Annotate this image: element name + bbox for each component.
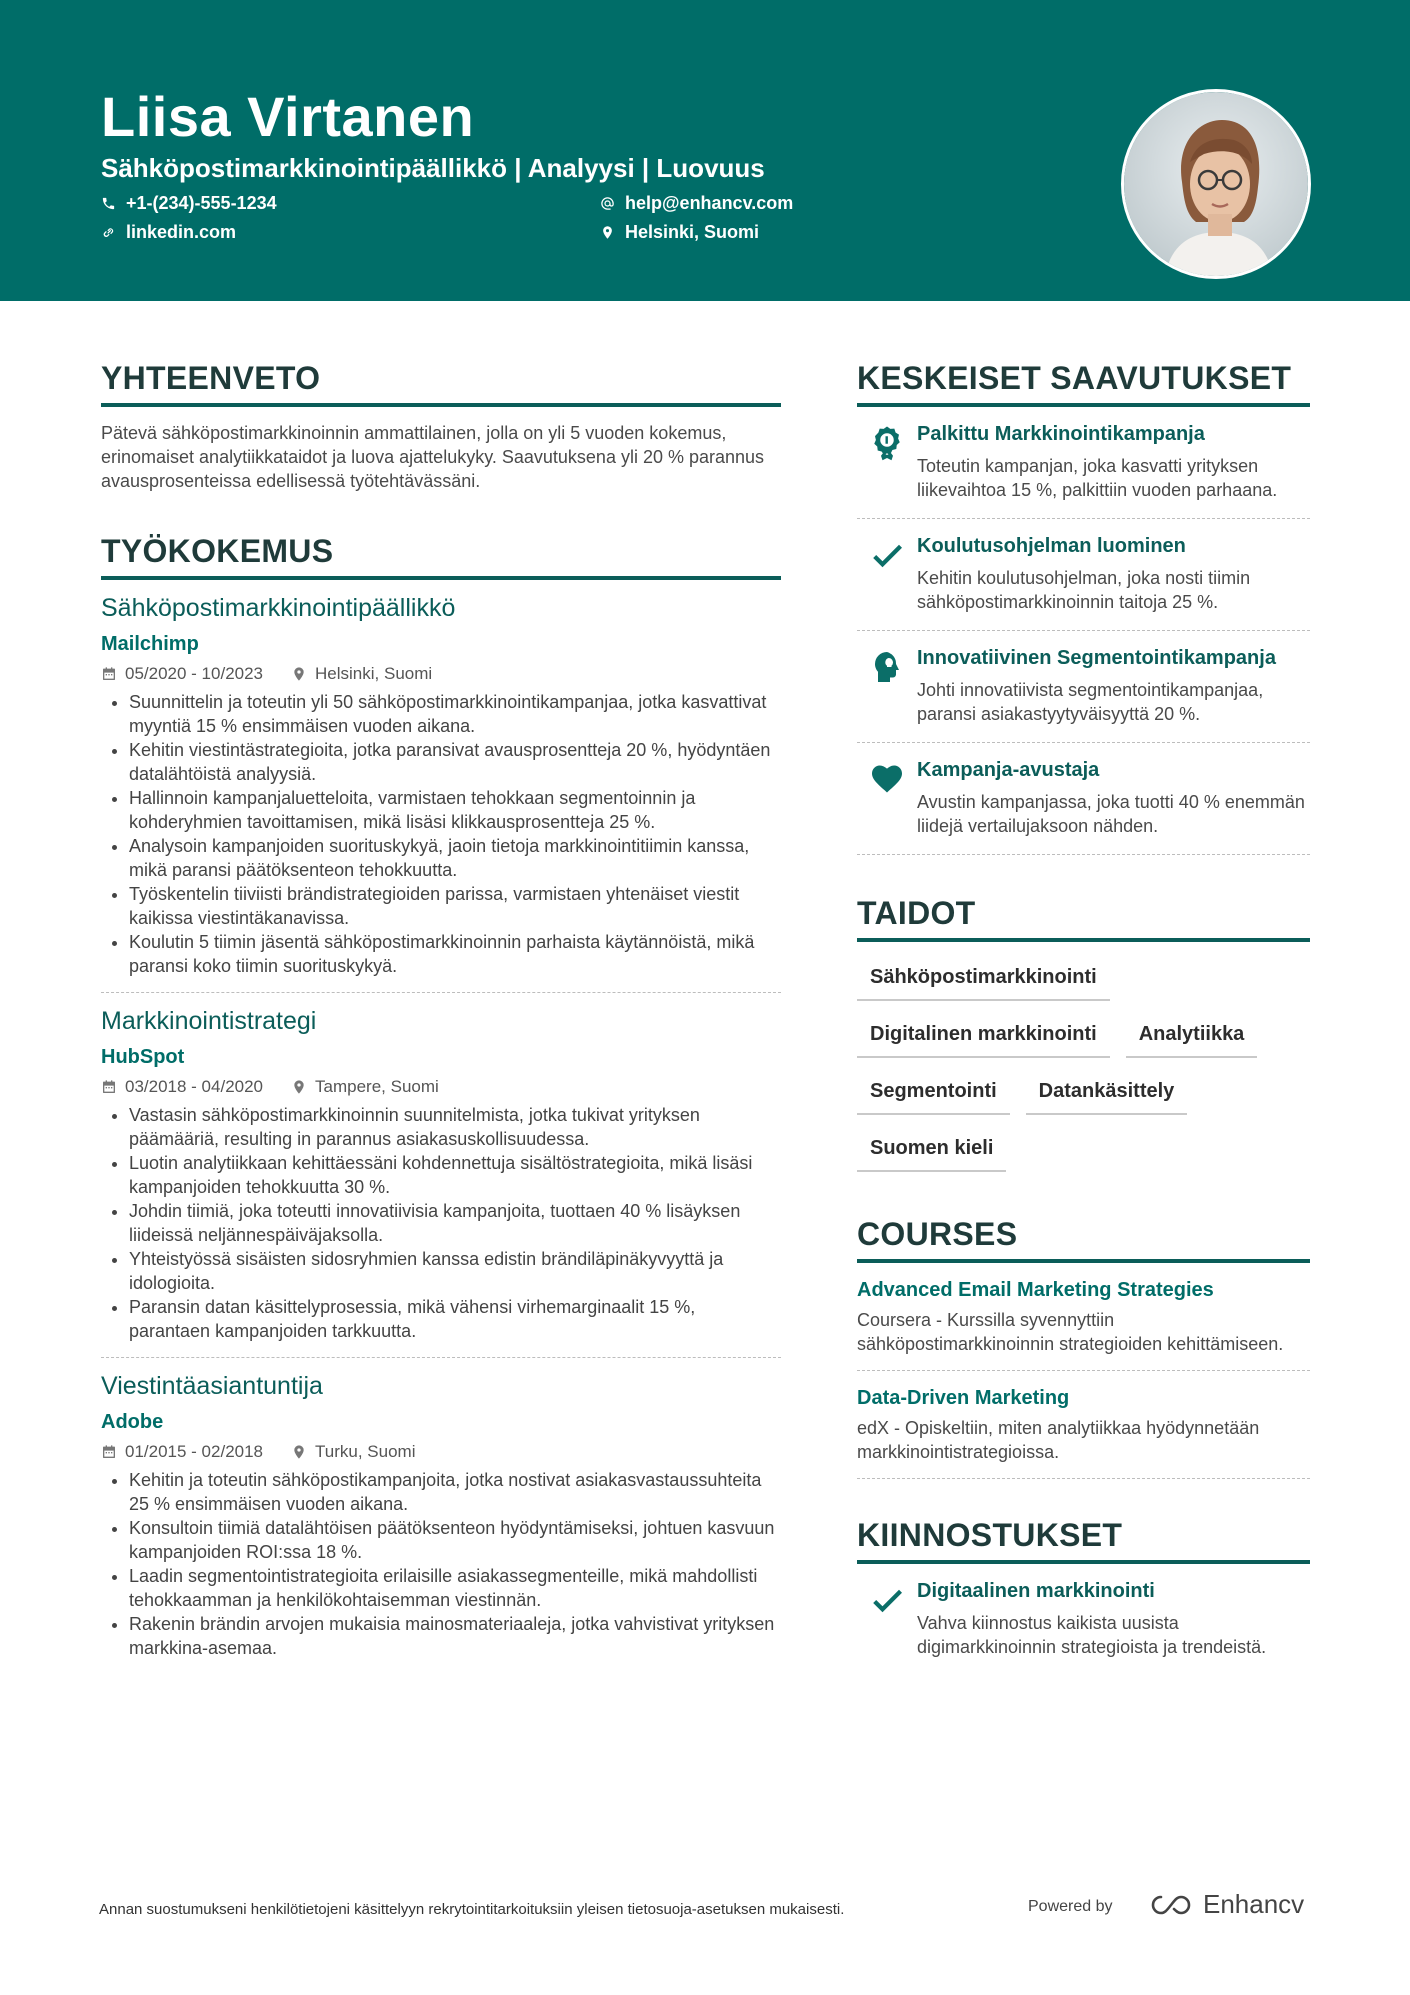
job-bullet: • Konsultoin tiimiä datalähtöisen päätöksenteon hyödyntämiseksi, johtuen kasvuun kampanjoiden ROI:ssa 18 %. bbox=[129, 1516, 781, 1564]
skill-tag: Sähköpostimarkkinointi bbox=[857, 958, 1110, 1001]
calendar-icon bbox=[101, 1079, 117, 1095]
job-bullet: • Johdin tiimiä, joka toteutti innovatiivisia kampanjoita, tuottaen 40 % lisäyksen liideissä neljännespäiväjaksolla. bbox=[129, 1199, 781, 1247]
contact-phone[interactable] bbox=[101, 193, 277, 214]
checkmark-icon bbox=[869, 1582, 905, 1618]
calendar-icon bbox=[101, 1444, 117, 1460]
job-dates: 03/2018 - 04/2020 bbox=[125, 1077, 264, 1096]
course-title: Data-Driven Marketing bbox=[857, 1387, 1070, 1409]
courses-heading: COURSES bbox=[857, 1216, 1310, 1263]
calendar-icon bbox=[101, 666, 117, 682]
interests-heading: KIINNOSTUKSET bbox=[857, 1517, 1310, 1564]
skill-tag: Segmentointi bbox=[857, 1072, 1010, 1115]
location-pin-icon bbox=[291, 666, 307, 682]
experience-heading: TYÖKOKEMUS bbox=[101, 533, 781, 580]
job-bullet: • Kehitin viestintästrategioita, jotka paransivat avausprosentteja 20 %, hyödyntäen datalähtöistä analyysiä. bbox=[129, 738, 781, 786]
job-bullet: • Hallinnoin kampanjaluetteloita, varmistaen tehokkaan segmentoinnin ja kohderyhmien tavoittamisen, mikä lisäsi klikkausprosentteja 25 %. bbox=[129, 786, 781, 834]
job-location-text: Helsinki, Suomi bbox=[315, 664, 433, 683]
skills-list-row3 bbox=[857, 1072, 1310, 1115]
job-title: Viestintäasiantuntija bbox=[101, 1372, 323, 1400]
job-bullet: • Kehitin ja toteutin sähköpostikampanjoita, jotka nostivat asiakasvastaussuhteita 25 % ensimmäisen vuoden aikana. bbox=[129, 1468, 781, 1516]
job-bullets bbox=[101, 690, 781, 978]
contact-linkedin[interactable] bbox=[101, 222, 236, 243]
enhancv-logo-icon bbox=[1147, 1893, 1195, 1917]
job-bullet: • Analysoin kampanjoiden suorituskykyä, jaoin tietoja markkinointitiimin kanssa, mikä paransi päätöksenteon tehokkuutta. bbox=[129, 834, 781, 882]
job-title: Sähköpostimarkkinointipäällikkö bbox=[101, 594, 456, 622]
job-bullets bbox=[101, 1468, 781, 1660]
job-company: Mailchimp bbox=[101, 633, 199, 655]
location-text: Helsinki, Suomi bbox=[625, 222, 760, 242]
headline: Sähköpostimarkkinointipäällikkö | Analyysi | Luovuus bbox=[101, 153, 765, 183]
job-entry bbox=[101, 1007, 781, 1358]
achievement-desc: Avustin kampanjassa, joka tuotti 40 % enemmän liidejä vertailujaksoon nähden. bbox=[917, 792, 1305, 836]
course-desc: edX - Opiskeltiin, miten analytiikkaa hyödynnetään markkinointistrategioissa. bbox=[857, 1418, 1260, 1462]
achievement-title: Innovatiivinen Segmentointikampanja bbox=[917, 647, 1276, 669]
job-bullet: • Luotin analytiikkaan kehittäessäni kohdennettuja sisältöstrategioita, mikä lisäsi kampanjoiden tehokkuutta 30 %. bbox=[129, 1151, 781, 1199]
job-bullet: • Työskentelin tiiviisti brändistrategioiden parissa, varmistaen yhtenäiset viestit kaikissa viestintäkanavissa. bbox=[129, 882, 781, 930]
job-location bbox=[291, 1442, 415, 1462]
enhancv-logo[interactable] bbox=[1147, 1889, 1304, 1920]
job-entry bbox=[101, 1372, 781, 1674]
at-sign-icon bbox=[600, 196, 615, 211]
achievement-item bbox=[857, 743, 1310, 855]
course-item bbox=[857, 1371, 1310, 1479]
job-bullet: • Koulutin 5 tiimin jäsentä sähköpostimarkkinoinnin parhaista käytännöistä, mikä paransi koko tiimin suorituskykyä. bbox=[129, 930, 781, 978]
interest-item bbox=[857, 1564, 1310, 1675]
heart-icon bbox=[869, 761, 905, 797]
job-bullet: • Suunnittelin ja toteutin yli 50 sähköpostimarkkinointikampanjaa, jotka kasvattivat myyntiä 15 % ensimmäisen vuoden aikana. bbox=[129, 690, 781, 738]
achievement-title: Kampanja-avustaja bbox=[917, 759, 1100, 781]
achievement-item bbox=[857, 519, 1310, 631]
profile-photo bbox=[1121, 89, 1311, 279]
achievement-desc: Toteutin kampanjan, joka kasvatti yrityksen liikevaihtoa 15 %, palkittiin vuoden parhaana. bbox=[917, 456, 1278, 500]
location-pin-icon bbox=[291, 1444, 307, 1460]
candidate-name: Liisa Virtanen bbox=[101, 85, 475, 148]
course-item bbox=[857, 1263, 1310, 1371]
skills-heading: TAIDOT bbox=[857, 895, 1310, 942]
job-bullet: • Vastasin sähköpostimarkkinoinnin suunnitelmista, jotka tukivat yrityksen päämääriä, resulting in parannus asiakasuskollisuudessa. bbox=[129, 1103, 781, 1151]
skills-list bbox=[857, 958, 1310, 1001]
job-bullet: • Rakenin brändin arvojen mukaisia mainosmateriaaleja, jotka vahvistivat yrityksen markkina-asemaa. bbox=[129, 1612, 781, 1660]
job-dates: 05/2020 - 10/2023 bbox=[125, 664, 264, 683]
achievement-item bbox=[857, 407, 1310, 519]
skill-tag: Analytiikka bbox=[1126, 1015, 1258, 1058]
achievements-heading: KESKEISET SAAVUTUKSET bbox=[857, 360, 1310, 407]
contact-email[interactable] bbox=[600, 193, 793, 214]
left-column bbox=[101, 360, 781, 1688]
skill-tag: Suomen kieli bbox=[857, 1129, 1006, 1172]
skills-list-row2 bbox=[857, 1015, 1310, 1058]
achievement-desc: Kehitin koulutusohjelman, joka nosti tiimin sähköpostimarkkinoinnin taitoja 25 %. bbox=[917, 568, 1251, 612]
job-meta bbox=[101, 1442, 781, 1462]
skills-list-row4 bbox=[857, 1129, 1310, 1172]
achievement-title: Palkittu Markkinointikampanja bbox=[917, 423, 1205, 445]
job-bullet: • Yhteistyössä sisäisten sidosryhmien kanssa edistin brändiläpinäkyvyyttä ja idologioita. bbox=[129, 1247, 781, 1295]
job-location-text: Tampere, Suomi bbox=[315, 1077, 439, 1096]
linkedin-text: linkedin.com bbox=[126, 222, 237, 242]
achievement-desc: Johti innovatiivista segmentointikampanjaa, paransi asiakastyytyväisyyttä 20 %. bbox=[917, 680, 1264, 724]
skill-tag: Datankäsittely bbox=[1026, 1072, 1188, 1115]
job-bullet: • Laadin segmentointistrategioita erilaisille asiakassegmenteille, mikä mahdollisti tehokkaamman ja henkilökohtaisemman viestinnän. bbox=[129, 1564, 781, 1612]
link-icon bbox=[101, 225, 116, 240]
skill-tag: Digitalinen markkinointi bbox=[857, 1015, 1110, 1058]
job-dates: 01/2015 - 02/2018 bbox=[125, 1442, 264, 1461]
location-pin-icon bbox=[291, 1079, 307, 1095]
course-desc: Coursera - Kurssilla syvennyttiin sähköpostimarkkinoinnin strategioiden kehittämiseen. bbox=[857, 1310, 1284, 1354]
job-title: Markkinointistrategi bbox=[101, 1007, 317, 1035]
summary-text: Pätevä sähköpostimarkkinoinnin ammattilainen, jolla on yli 5 vuoden kokemus, erinomaiset analytiikkataidot ja luova ajattelukyky. Saavutuksena yli 20 % parannus avausprosenteissa edellisessä työtehtävässäni. bbox=[101, 423, 765, 491]
phone-icon bbox=[101, 196, 116, 211]
course-title: Advanced Email Marketing Strategies bbox=[857, 1279, 1214, 1301]
job-location bbox=[291, 664, 432, 684]
job-company: HubSpot bbox=[101, 1046, 185, 1068]
phone-text: +1-(234)-555-1234 bbox=[126, 193, 277, 213]
interest-title: Digitaalinen markkinointi bbox=[917, 1580, 1155, 1602]
head-idea-icon bbox=[869, 649, 905, 685]
achievement-title: Koulutusohjelman luominen bbox=[917, 535, 1186, 557]
checkmark-icon bbox=[869, 537, 905, 573]
achievement-item bbox=[857, 631, 1310, 743]
location-pin-icon bbox=[600, 225, 615, 240]
job-entry bbox=[101, 594, 781, 993]
award-icon bbox=[869, 425, 905, 461]
job-meta bbox=[101, 1077, 781, 1097]
job-company: Adobe bbox=[101, 1411, 164, 1433]
powered-by-label: Powered by bbox=[1028, 1898, 1113, 1915]
job-location-text: Turku, Suomi bbox=[315, 1442, 416, 1461]
job-bullet: • Paransin datan käsittelyprosessia, mikä vähensi virhemarginaalit 15 %, parantaen kampanjoiden tarkkuutta. bbox=[129, 1295, 781, 1343]
right-column bbox=[857, 360, 1310, 1675]
job-location bbox=[291, 1077, 439, 1097]
email-text: help@enhancv.com bbox=[625, 193, 794, 213]
interest-desc: Vahva kiinnostus kaikista uusista digimarkkinoinnin strategioista ja trendeistä. bbox=[917, 1613, 1267, 1657]
contact-location bbox=[600, 222, 759, 243]
consent-text: Annan suostumukseni henkilötietojeni käsittelyyn rekrytointitarkoituksiin yleisen tietosuoja-asetuksen mukaisesti. bbox=[99, 1901, 845, 1918]
job-bullets bbox=[101, 1103, 781, 1343]
header-banner bbox=[0, 0, 1410, 301]
summary-heading: YHTEENVETO bbox=[101, 360, 781, 407]
brand-name: Enhancv bbox=[1203, 1889, 1305, 1919]
job-meta bbox=[101, 664, 781, 684]
